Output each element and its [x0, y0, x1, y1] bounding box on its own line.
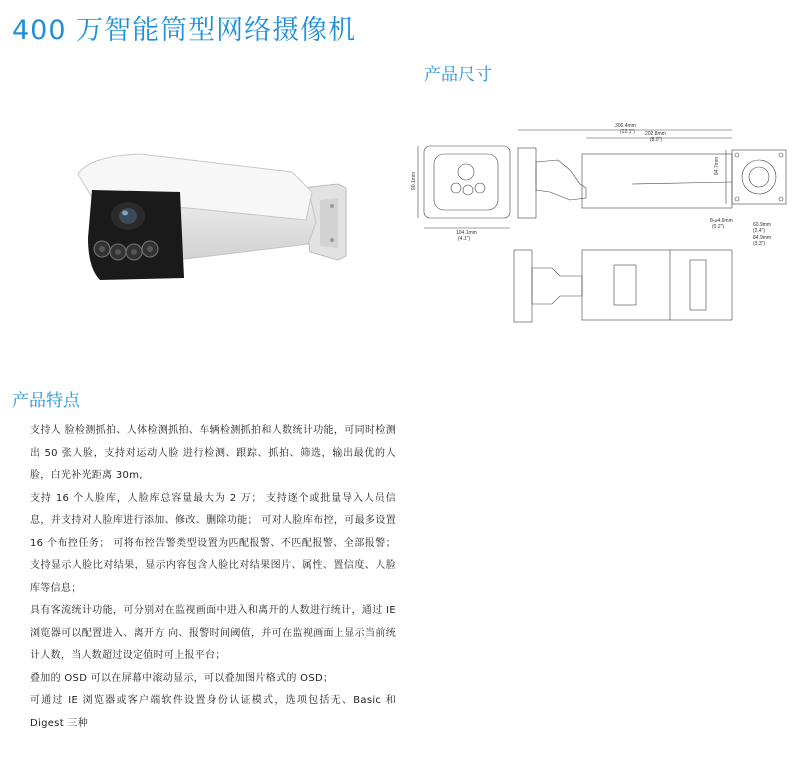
camera-photo [70, 148, 370, 288]
front-height-label: 90.1mm [411, 171, 417, 190]
features-heading: 产品特点 [12, 391, 80, 411]
hole-in-label: (0.2") [712, 224, 725, 230]
front-width-label: 104.1mm [456, 230, 477, 236]
mount-inner-label: 60.9mm [753, 222, 772, 228]
feature-item: 具有客流统计功能，可分别对在监视画面中进入和离开的人数进行统计，通过 IE 浏览器可以配置进入、离开方 向、报警时间阈值，并可在监视画面上显示当前统计人数，当人数超过设定值时可上报平台； [30, 605, 396, 661]
back-height-label: 84.7mm [714, 156, 720, 175]
feature-item: 可通过 IE 浏览器或客户端软件设置身份认证模式，选项包括无、Basic 和 Digest 三种 [30, 695, 396, 729]
mount-outer-label: 84.9mm [753, 235, 772, 241]
mount-inner-in-label: (2.4") [753, 228, 766, 234]
body-length-in-label: (8.0") [650, 137, 663, 143]
mount-outer-in-label: (3.3") [753, 241, 766, 247]
front-width-in-label: (4.1") [458, 236, 471, 242]
total-length-label: 306.4mm [615, 123, 636, 129]
dimensions-heading: 产品尺寸 [424, 65, 492, 85]
page-title: 400 万智能筒型网络摄像机 [12, 15, 357, 46]
body-length-label: 202.8mm [645, 131, 666, 137]
total-length-in-label: (12.1") [620, 129, 635, 135]
feature-item: 支持 16 个人脸库，人脸库总容量最大为 2 万； 支持逐个或批量导入人员信息，并支持对人脸库进行添加、修改、删除功能； 可对人脸库布控，可最多设置 16 个布控任务； 可将布控告警类型设置为匹配报警、不匹配报警、全部报警； 支持显示人脸比对结果，显示内容包含人脸比对结果图片、属性、置信度、人脸库等信息； [30, 492, 396, 594]
dimension-drawing [410, 100, 795, 335]
feature-item: 支持人 脸检测抓拍、人体检测抓拍、车辆检测抓拍和人数统计功能，可同时检测出 50 张人脸，支持对运动人脸 进行检测、跟踪、抓拍、筛选，输出最优的人脸，白光补光距离 30m, [30, 425, 396, 481]
features-list [30, 420, 396, 735]
hole-label: 8-⌀4.6mm [710, 218, 733, 224]
feature-item: 叠加的 OSD 可以在屏幕中滚动显示，可以叠加图片格式的 OSD； [30, 672, 334, 684]
